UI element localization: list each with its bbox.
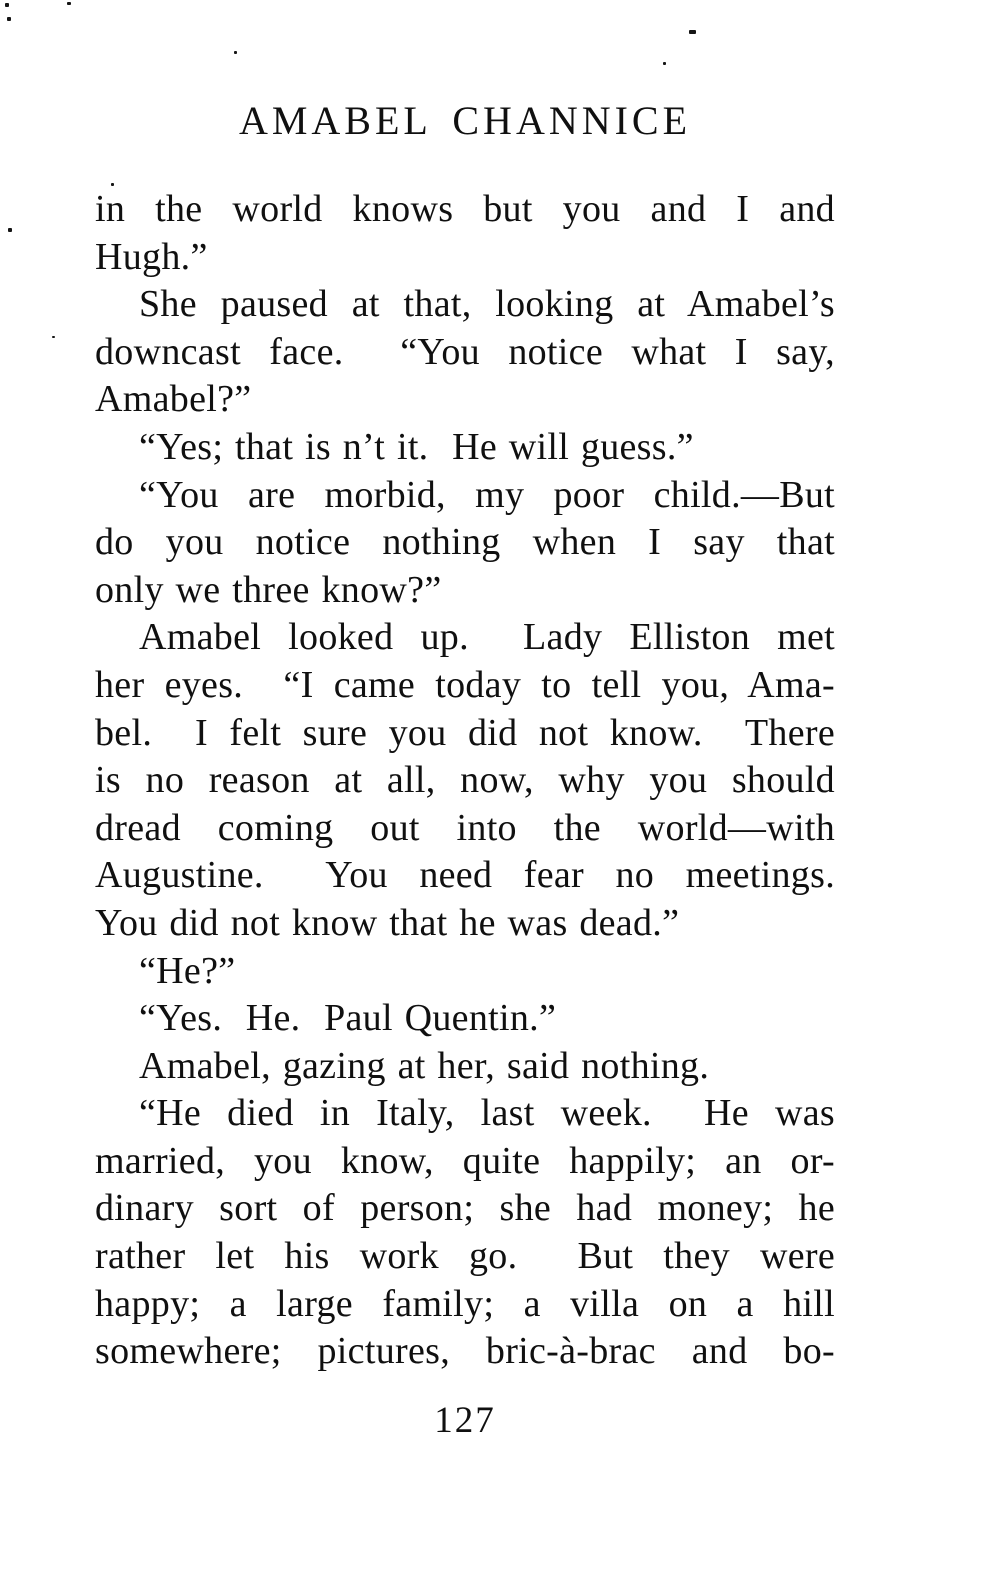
scan-speck [52,336,55,338]
scan-speck [689,30,696,34]
page-header: AMABEL CHANNICE [238,98,692,143]
text-line: somewhere; pictures, bric-à-brac and bo- [95,1330,835,1373]
scan-speck [5,3,9,7]
text-line: Hugh.” [95,235,208,278]
text-line: Amabel?” [95,378,252,421]
text-line: in the world knows but you and I and [95,188,835,230]
page-number: 127 [434,1400,496,1441]
text-line: is no reason at all, now, why you should [95,759,835,802]
text-line: downcast face. “You notice what I say, [95,330,835,373]
text-line: happy; a large family; a villa on a hill [95,1282,835,1325]
text-line: Amabel, gazing at her, said nothing. [139,1044,710,1087]
text-line: “He died in Italy, last week. He was [139,1092,835,1135]
scan-speck [8,228,12,232]
text-line: her eyes. “I came today to tell you, Ama- [95,663,835,706]
text-line: dinary sort of person; she had money; he [95,1187,835,1230]
text-line: She paused at that, looking at Amabel’s [139,283,835,326]
text-line: married, you know, quite happily; an or- [95,1139,835,1182]
text-line: “Yes; that is n’t it. He will guess.” [139,425,694,468]
text-line: “He?” [139,949,236,992]
text-block [95,186,835,1376]
text-line: rather let his work go. But they were [95,1235,835,1278]
scan-speck [111,183,114,186]
scan-speck [234,51,237,54]
text-line: You did not know that he was dead.” [95,901,680,944]
text-line: bel. I felt sure you did not know. There [95,711,835,754]
text-line: do you notice nothing when I say that [95,521,835,564]
text-line: Augustine. You need fear no meetings. [95,854,835,897]
scan-speck [67,2,71,5]
text-line: “You are morbid, my poor child.—But [139,473,835,516]
text-line: “Yes. He. Paul Quentin.” [139,997,557,1040]
scan-speck [7,17,11,21]
text-line: only we three know?” [95,568,442,611]
text-line: Amabel looked up. Lady Elliston met [139,616,835,659]
scan-speck [663,62,666,65]
text-line: dread coming out into the world—with [95,806,835,849]
